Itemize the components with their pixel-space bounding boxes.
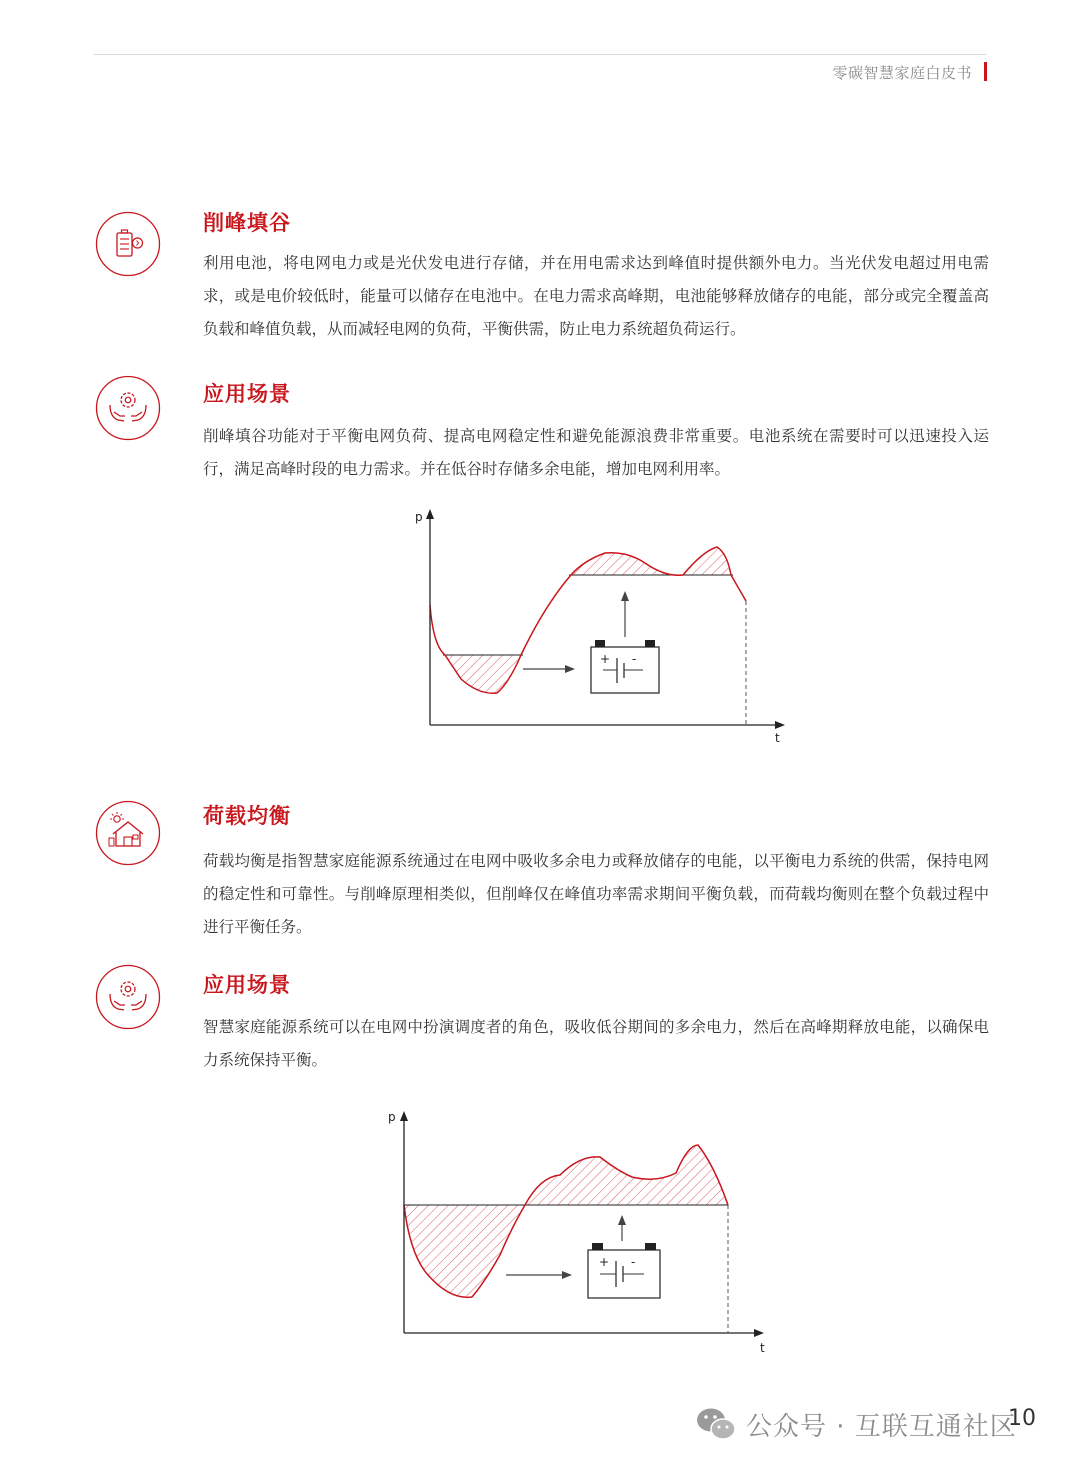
battery-symbol — [588, 1243, 660, 1298]
x-axis-label: t — [775, 731, 780, 745]
watermark-text: 公众号 · 互联互通社区 — [746, 1411, 1017, 1442]
gear-hands-icon — [95, 375, 161, 441]
page-number: 10 — [1008, 1406, 1036, 1431]
section-title-application-2: 应用场景 — [203, 973, 291, 997]
y-axis-label: p — [415, 510, 423, 524]
y-axis-label: p — [388, 1110, 396, 1124]
section-text-application-1: 削峰填谷功能对于平衡电网负荷、提高电网稳定性和避免能源浪费非常重要。电池系统在需要时可以迅速投入运行，满足高峰时段的电力需求。并在低谷时存储多余电能，增加电网利用率。 — [203, 427, 989, 478]
section-text-application-2: 智慧家庭能源系统可以在电网中扮演调度者的角色，吸收低谷期间的多余电力，然后在高峰期释放电能，以确保电力系统保持平衡。 — [203, 1018, 989, 1069]
section-text-load-balancing: 荷载均衡是指智慧家庭能源系统通过在电网中吸收多余电力或释放储存的电能，以平衡电力系统的供需，保持电网的稳定性和可靠性。与削峰原理相类似，但削峰仅在峰值功率需求期间平衡负载，而荷载均衡则在整个负载过程中进行平衡任务。 — [203, 852, 989, 936]
x-axis-arrow — [775, 721, 785, 729]
header-title: 零碳智慧家庭白皮书 — [832, 64, 972, 82]
x-axis-label: t — [760, 1341, 765, 1355]
peak-shaving-chart — [405, 505, 795, 750]
y-axis-arrow — [426, 509, 434, 519]
x-axis-arrow — [754, 1329, 764, 1337]
battery-icon — [95, 211, 161, 277]
section-title-load-balancing: 荷载均衡 — [203, 804, 291, 828]
y-axis-arrow — [400, 1111, 408, 1121]
valley-fill-area — [404, 1205, 525, 1297]
battery-plus-label: + — [598, 1255, 609, 1269]
header-rule — [94, 54, 986, 55]
valley-fill-area — [445, 655, 521, 693]
solar-house-icon — [95, 800, 161, 866]
header-accent-bar — [984, 62, 987, 81]
watermark — [694, 1402, 1017, 1446]
battery-symbol — [591, 640, 659, 693]
battery-minus-label: - — [632, 652, 637, 666]
gear-hands-icon — [95, 964, 161, 1030]
section-text-peak-shaving: 利用电池，将电网电力或是光伏发电进行存储，并在用电需求达到峰值时提供额外电力。当光伏发电超过用电需求，或是电价较低时，能量可以储存在电池中。在电力需求高峰期，电池能够释放储存的电能，部分或完全覆盖高负载和峰值负载，从而减轻电网的负荷，平衡供需，防止电力系统超负荷运行。 — [203, 254, 989, 338]
section-title-application-1: 应用场景 — [203, 382, 291, 406]
battery-minus-label: - — [631, 1255, 636, 1269]
wechat-icon — [694, 1404, 738, 1444]
battery-plus-label: + — [599, 652, 610, 666]
load-balancing-chart — [380, 1105, 780, 1355]
section-title-peak-shaving: 削峰填谷 — [203, 211, 291, 235]
